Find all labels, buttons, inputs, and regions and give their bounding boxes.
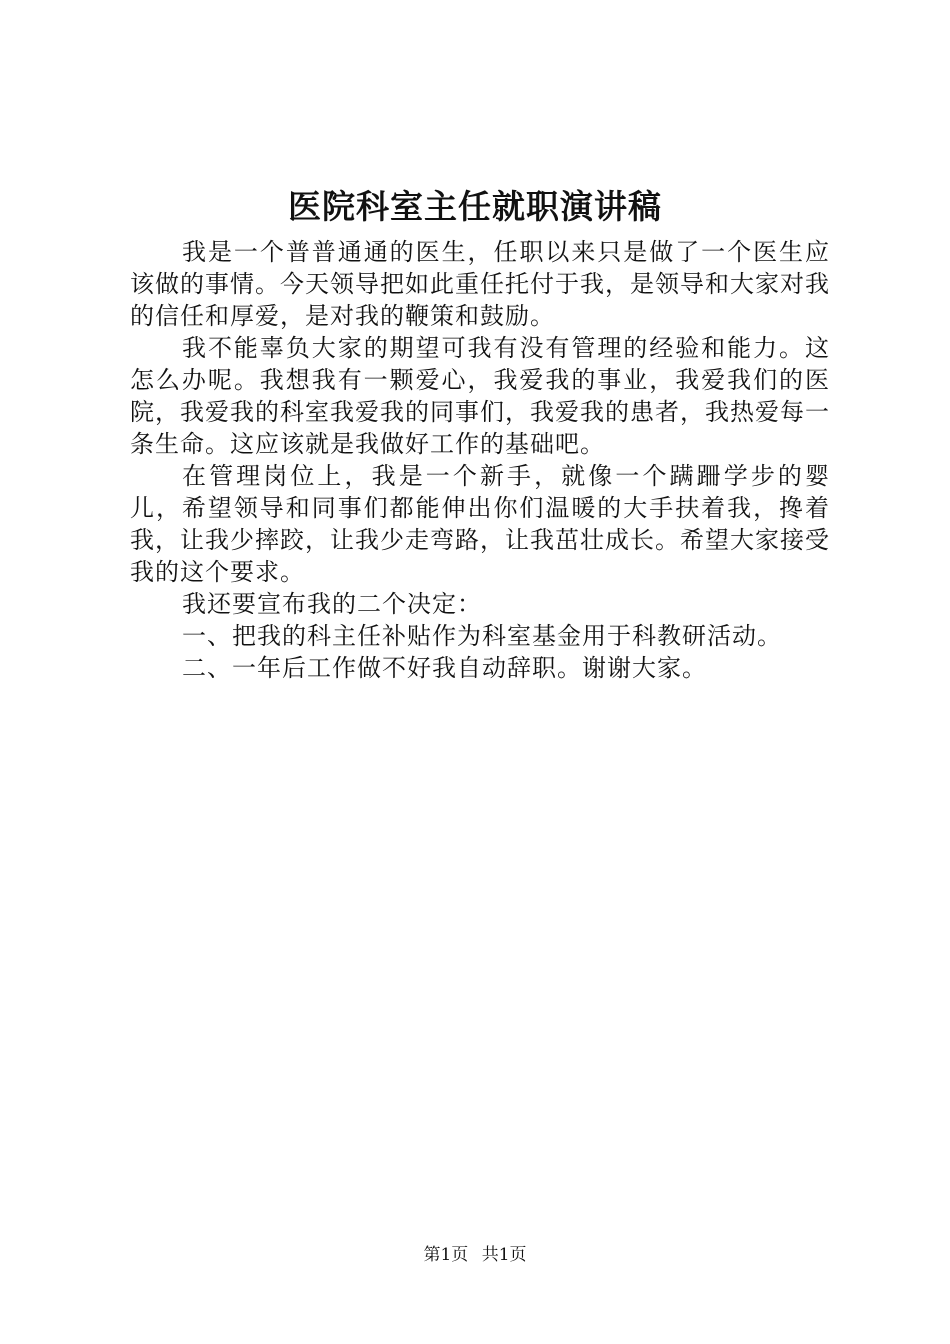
page-number-current: 第1页 bbox=[423, 1245, 469, 1265]
paragraph-3: 在管理岗位上，我是一个新手，就像一个蹒跚学步的婴儿，希望领导和同事们都能伸出你们温暖的大手扶着我，搀着我，让我少摔跤，让我少走弯路，让我茁壮成长。希望大家接受我的这个要求。 bbox=[130, 462, 830, 586]
document-title: 医院科室主任就职演讲稿 bbox=[288, 187, 662, 226]
paragraph-2: 我不能辜负大家的期望可我有没有管理的经验和能力。这怎么办呢。我想我有一颗爱心，我爱我的事业，我爱我们的医院，我爱我的科室我爱我的同事们，我爱我的患者，我热爱每一条生命。这应该就是我做好工作的基础吧。 bbox=[130, 334, 830, 458]
paragraph-1: 我是一个普普通通的医生，任职以来只是做了一个医生应该做的事情。今天领导把如此重任托付于我，是领导和大家对我的信任和厚爱，是对我的鞭策和鼓励。 bbox=[130, 238, 830, 330]
page-number-total: 共1页 bbox=[481, 1245, 527, 1265]
document-body bbox=[130, 236, 830, 684]
paragraph-4: 我还要宣布我的二个决定： bbox=[182, 590, 482, 618]
paragraph-6: 二、一年后工作做不好我自动辞职。谢谢大家。 bbox=[182, 654, 707, 682]
paragraph-5: 一、把我的科主任补贴作为科室基金用于科教研活动。 bbox=[182, 622, 782, 650]
page-footer bbox=[0, 1243, 950, 1267]
